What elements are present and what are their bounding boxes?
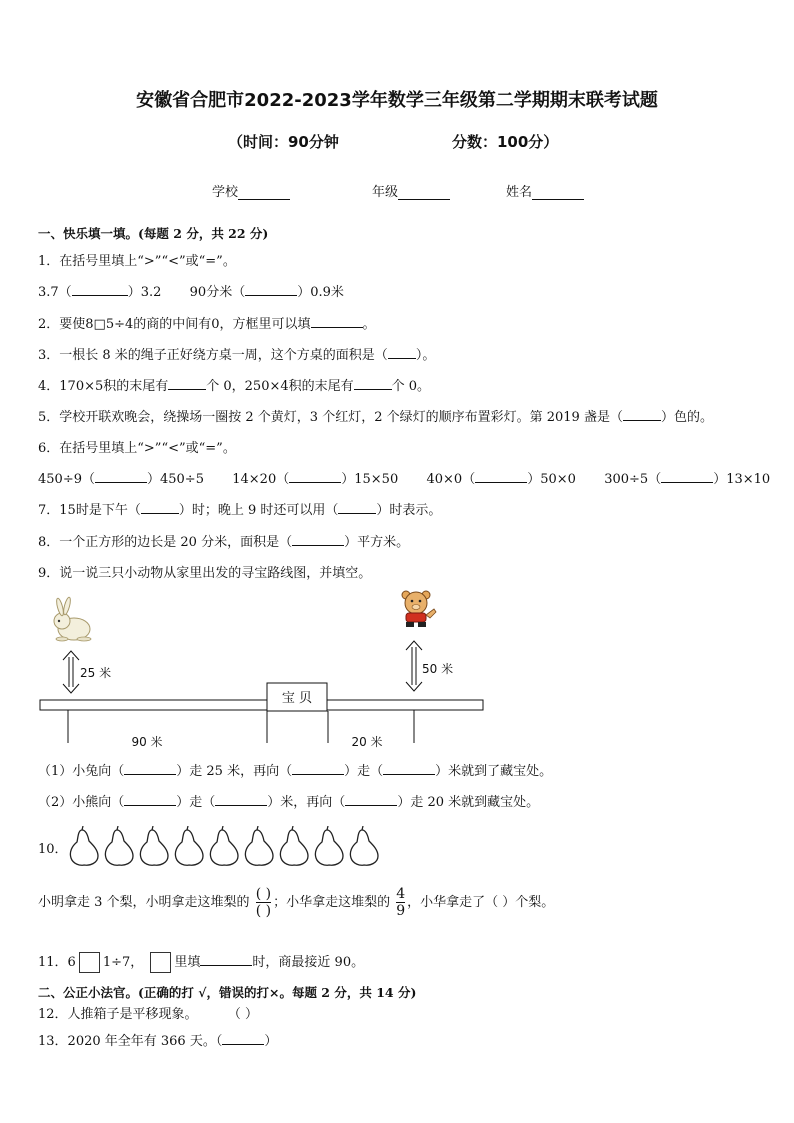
q13-blank[interactable] bbox=[222, 1032, 264, 1045]
name-label: 姓名 bbox=[506, 185, 533, 200]
bear-distance: 50 米 bbox=[422, 662, 454, 676]
question-4 bbox=[38, 375, 430, 394]
q6-item-3: 40×0（ ）50×0 bbox=[426, 472, 576, 487]
question-11: 11．6 1÷7， 里填 时，商最接近 90。 bbox=[38, 951, 364, 973]
question-13: 13．2020 年全年有 366 天。（ ） bbox=[38, 1034, 278, 1049]
question-3 bbox=[38, 344, 435, 363]
q3-text: 3．一根长 8 米的绳子正好绕方桌一周，这个方桌的面积是（ bbox=[38, 348, 388, 363]
q3-end: ）。 bbox=[415, 348, 436, 363]
question-5 bbox=[38, 406, 713, 425]
q6-item-4: 300÷5（ ）13×10 bbox=[604, 472, 771, 487]
q5-text: 5．学校开联欢晚会，绕操场一圈按 2 个黄灯，3 个红灯，2 个绿灯的顺序布置彩灯。第 2019 盏是（ bbox=[38, 410, 623, 425]
treasure-map-diagram bbox=[0, 585, 794, 755]
exam-score: 分数：100分） bbox=[452, 133, 559, 151]
pear-icon bbox=[140, 826, 168, 865]
rabbit-arrow bbox=[63, 651, 79, 693]
q1a-left: 3.7（ bbox=[38, 285, 72, 300]
q8-blank[interactable] bbox=[292, 533, 344, 546]
grade-field[interactable] bbox=[372, 181, 450, 200]
question-8 bbox=[38, 531, 409, 550]
q11-box-2[interactable] bbox=[150, 952, 171, 973]
q1b-blank[interactable] bbox=[245, 283, 297, 296]
q2-blank[interactable] bbox=[311, 315, 363, 328]
pear-icon bbox=[315, 826, 343, 865]
q11-box-1[interactable] bbox=[79, 952, 100, 973]
section2-heading: 二、公正小法官。(正确的打 √，错误的打×。每题 2 分，共 14 分) bbox=[38, 985, 417, 1000]
q10-fraction: $\frac{4}{9}$ bbox=[396, 886, 406, 919]
q4-text: 4．170×5积的末尾有 bbox=[38, 379, 169, 394]
road bbox=[40, 700, 483, 710]
pear-icon bbox=[350, 826, 378, 865]
q8-text: 8．一个正方形的边长是 20 分米，面积是（ bbox=[38, 535, 293, 550]
q6-item-2: 14×20（ ）15×50 bbox=[232, 472, 399, 487]
question-9: 9．说一说三只小动物从家里出发的寻宝路线图，并填空。 bbox=[38, 566, 372, 581]
q4-blank-2[interactable] bbox=[354, 377, 392, 390]
q4-end: 个 0。 bbox=[391, 379, 431, 394]
q10-fraction-blank[interactable]: $\frac{( )}{( )}$ bbox=[255, 886, 272, 919]
question-9-2: （2）小熊向（ ）走（ ）米，再向（ ）走 20 米就到藏宝处。 bbox=[38, 795, 540, 810]
grade-label: 年级 bbox=[372, 185, 399, 200]
pear-icon bbox=[210, 826, 238, 865]
treasure-label: 宝 贝 bbox=[281, 691, 313, 706]
right-distance: 20 米 bbox=[351, 735, 383, 749]
q8-end: ）平方米。 bbox=[344, 535, 410, 550]
q11-blank[interactable] bbox=[200, 953, 252, 966]
question-6-items bbox=[38, 468, 770, 487]
q1b-right: ）0.9米 bbox=[297, 285, 344, 300]
question-12: 12．人推箱子是平移现象。 （ ） bbox=[38, 1007, 258, 1022]
bear-arrow bbox=[406, 641, 422, 691]
question-7 bbox=[38, 499, 441, 518]
q7-text: 7．15时是下午（ bbox=[38, 503, 141, 518]
question-10-text: 小明拿走 3 个梨，小明拿走这堆梨的 $\frac{( )}{( )}$ ；小华拿走这堆梨的 $\frac{4}{9}$ ，小华拿走了（ ）个梨。 bbox=[38, 886, 555, 919]
section1-heading: 一、快乐填一填。(每题 2 分，共 22 分) bbox=[38, 226, 269, 241]
q4-blank-1[interactable] bbox=[168, 377, 206, 390]
exam-time: （时间：90分钟 bbox=[228, 133, 339, 151]
pear-icon bbox=[70, 826, 98, 865]
question-1-items bbox=[38, 281, 344, 300]
name-field[interactable] bbox=[506, 181, 584, 200]
q4-mid: 个 0，250×4积的末尾有 bbox=[206, 379, 354, 394]
page-title: 安徽省合肥市2022-2023学年数学三年级第二学期期末联考试题 bbox=[136, 90, 658, 111]
q6-item-1: 450÷9（ ）450÷5 bbox=[38, 472, 204, 487]
pear-icon bbox=[280, 826, 308, 865]
school-label: 学校 bbox=[212, 185, 239, 200]
rabbit-icon bbox=[54, 597, 91, 641]
q5-end: ）色的。 bbox=[660, 410, 713, 425]
q1a-right: ）3.2 bbox=[127, 285, 162, 300]
pears-row bbox=[68, 826, 388, 866]
pear-icon bbox=[105, 826, 133, 865]
q12-blank[interactable]: （ ） bbox=[227, 1007, 258, 1022]
q5-blank[interactable] bbox=[623, 408, 661, 421]
left-distance: 90 米 bbox=[131, 735, 163, 749]
school-field[interactable] bbox=[212, 181, 290, 200]
rabbit-distance: 25 米 bbox=[80, 666, 112, 680]
question-6: 6．在括号里填上“>”“<”或“=”。 bbox=[38, 441, 236, 456]
q7-mid: ）时；晚上 9 时还可以用（ bbox=[178, 503, 339, 518]
question-9-1: （1）小兔向（ ）走 25 米，再向（ ）走（ ）米就到了藏宝处。 bbox=[38, 764, 553, 779]
q7-blank-2[interactable] bbox=[338, 501, 376, 514]
q3-blank[interactable] bbox=[388, 346, 416, 359]
question-2 bbox=[38, 313, 376, 332]
q2-end: 。 bbox=[362, 317, 376, 332]
bear-icon bbox=[402, 591, 436, 627]
q1b-left: 90分米（ bbox=[189, 285, 246, 300]
q7-blank-1[interactable] bbox=[141, 501, 179, 514]
q7-end: ）时表示。 bbox=[376, 503, 442, 518]
q1a-blank[interactable] bbox=[72, 283, 128, 296]
q2-text: 2．要使8□5÷4的商的中间有0，方框里可以填 bbox=[38, 317, 311, 332]
pear-icon bbox=[245, 826, 273, 865]
question-10-number: 10． bbox=[38, 842, 68, 857]
pear-icon bbox=[175, 826, 203, 865]
question-1: 1．在括号里填上“>”“<”或“=”。 bbox=[38, 254, 236, 269]
